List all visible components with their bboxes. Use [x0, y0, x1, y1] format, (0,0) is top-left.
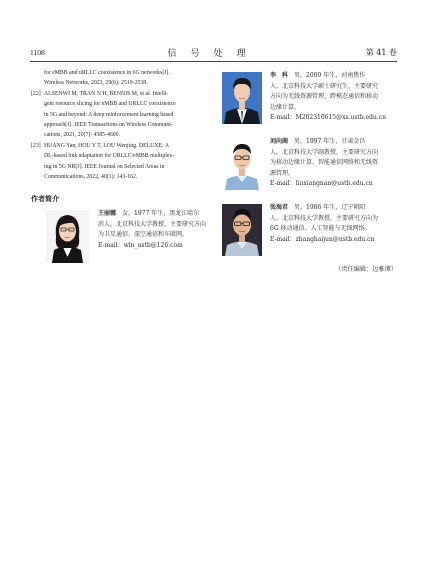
reference-line: for eMBB and uRLLC coexistence in 6G networks[J]. — [44, 70, 170, 76]
reference-line: Wireless Networks, 2023, 29(6): 2519-2538. — [44, 80, 148, 87]
author-line: 男，2000 年生，河南焦作 — [294, 72, 366, 79]
reference-list — [31, 68, 214, 182]
author-photo — [222, 204, 262, 256]
reference-line: cations, 2021, 20(7): 4585-4600. — [44, 132, 120, 139]
header-rule — [30, 61, 397, 62]
author-line: E-mail：M202310615@xs.ustb.edu.cn — [270, 114, 386, 122]
reference-item — [31, 89, 214, 141]
author-photo — [222, 138, 262, 190]
author-line: 人。北京科技大学副教授，主要研究方向 — [270, 148, 379, 156]
author-text — [270, 71, 400, 124]
reference-line: HUANG Yan, HOU Y T, LOU Wenjing. DELUXE: A — [44, 142, 170, 149]
author-text — [270, 137, 400, 190]
reference-line: Communications, 2022, 40(1): 143-162. — [44, 174, 138, 181]
author-line: E-mail：wln_ustb@126.com — [98, 241, 183, 249]
author-name: 张海君 — [270, 204, 289, 211]
author-name: 李 科 — [270, 72, 289, 79]
author-line: E-mail：liuxiangnan@ustb.edu.cn — [270, 180, 373, 188]
author-line: 滨人。北京科技大学教授，主要研究方向 — [98, 220, 207, 228]
author-line: 人。北京科技大学硕士研究生，主要研究 — [270, 82, 379, 90]
author-line: 源管理。 — [270, 169, 295, 177]
author-line: 为移动边缘计算、智能通信网络和无线资 — [270, 159, 379, 167]
reference-number: [22] — [31, 90, 41, 97]
author-photo — [222, 72, 262, 124]
author-line: 6G 移动通信、人工智能与无线网络。 — [270, 225, 371, 233]
author-line: 人。北京科技大学教授，主要研究方向为 — [270, 214, 379, 222]
author-photo — [46, 210, 89, 263]
author-text — [98, 209, 238, 251]
reference-item — [31, 141, 214, 183]
page-number: 1108 — [30, 48, 45, 57]
author-line: E-mail：zhanghaijun@ustb.edu.cn — [270, 235, 375, 243]
reference-line: ing in 5G NR[J]. IEEE Journal on Selected Areas in — [44, 163, 165, 170]
reference-line: gent resource slicing for eMBB and URLLC coexistence — [44, 101, 176, 108]
author-line: 男，1986 年生，辽宁朝阳 — [294, 204, 366, 211]
author-line: 男，1997 年生，甘肃金昌 — [294, 138, 366, 145]
author-line: 方向为无线资源管理、跨模态通信和移动 — [270, 93, 379, 101]
reference-line: DL-based link adaptation for URLLC/eMBB multiplex- — [44, 153, 175, 160]
author-line: 为卫星通信、深空通信和车联网。 — [98, 231, 189, 239]
author-text — [270, 203, 400, 245]
reference-line: ALSENWI M, TRAN N H, BENNIS M, et al. Intelli- — [44, 90, 169, 97]
reference-line: in 5G and beyond: A deep reinforcement learning based — [44, 111, 174, 118]
author-line: 边缘计算。 — [270, 103, 301, 111]
reference-number: [23] — [31, 142, 41, 149]
author-line: 女，1977 年生，黑龙江哈尔 — [122, 210, 200, 217]
author-name: 刘向阁 — [270, 138, 289, 145]
volume-label: 第 41 卷 — [365, 48, 397, 57]
section-title: 作者简介 — [31, 194, 59, 203]
reference-item — [31, 68, 214, 89]
journal-title: 信号处理 — [167, 49, 260, 59]
editor-note: （责任编辑：边雅谭） — [335, 266, 397, 273]
reference-line: approach[J]. IEEE Transactions on Wireless Communi- — [44, 122, 173, 129]
author-name: 王丽娜 — [98, 210, 117, 217]
page-header — [30, 46, 397, 60]
